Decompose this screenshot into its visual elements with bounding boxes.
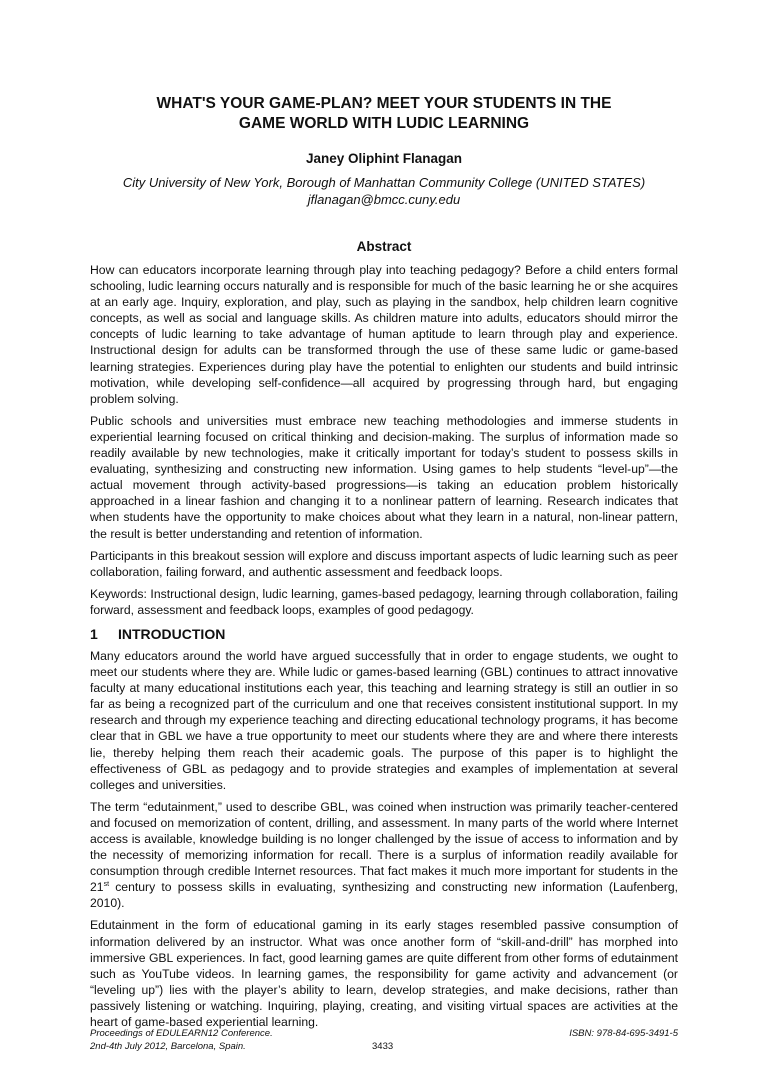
title-line-1: WHAT'S YOUR GAME-PLAN? MEET YOUR STUDENTS IN THE <box>156 95 612 112</box>
intro-paragraph-2-part-b: century to possess skills in evaluating, synthesizing and constructing new information (Laufenberg, 2010). <box>90 880 678 911</box>
body-text <box>90 262 678 1036</box>
author-email: jflanagan@bmcc.cuny.edu <box>307 192 461 207</box>
footer-proceedings-line: Proceedings of EDULEARN12 Conference. <box>90 1028 273 1039</box>
intro-paragraph-2 <box>90 799 678 912</box>
title-line-2: GAME WORLD WITH LUDIC LEARNING <box>238 115 530 132</box>
keywords: Keywords: Instructional design, ludic learning, games-based pedagogy, learning through collaboration, failing forward, assessment and feedback loops, examples of good pedagogy. <box>90 586 678 617</box>
section-title: INTRODUCTION <box>118 625 226 642</box>
abstract-paragraph-2: Public schools and universities must embrace new teaching methodologies and immerse students in experiential learning focused on critical thinking and decision-making. The surplus of information made so readily available by new technologies, make it critically important for today’s student to possess skills in evaluating, synthesizing and constructing new information. Using games to help students “level-up”—the actual movement through activity-based progressions—is taking an education problem historically approached in a linear fashion and changing it to a nonlinear pattern of learning. Research indicates that when students have the opportunity to make choices about what they learn in a natural, non-linear pattern, the result is better understanding and retention of information. <box>90 413 678 541</box>
intro-paragraph-1: Many educators around the world have argued successfully that in order to engage students, we ought to meet our students where they are. While ludic or games-based learning (GBL) continues to attract innovative faculty at many educational institutions each year, this teaching and learning strategy is still an outlier in so far as being a recognized part of the curriculum and one that receives consistent institutional support. In my research and through my experience teaching and directing educational technology programs, it has become clear that in GBL we have a true opportunity to meet our students where they are and where there interests lie, thereby helping them reach their academic goals. The purpose of this paper is to highlight the effectiveness of GBL as pedagogy and to provide strategies and examples of implementation at several colleges and universities. <box>90 648 678 792</box>
footer-isbn: ISBN: 978-84-695-3491-5 <box>569 1028 678 1039</box>
footer-dates-line: 2nd-4th July 2012, Barcelona, Spain. <box>90 1041 246 1052</box>
page-number: 3433 <box>372 1041 394 1052</box>
abstract-heading: Abstract <box>356 239 412 254</box>
author-affiliation <box>60 174 708 208</box>
intro-paragraph-3: Edutainment in the form of educational gaming in its early stages resembled passive consumption of information delivered by an instructor. What was once another form of “skill-and-drill” has morphed into immersive GBL experiences. In fact, good learning games are quite different from other forms of edutainment such as YouTube videos. In learning games, the responsibility for game activity and advancement (or “leveling up”) lies with the player’s ability to learn, develop strategies, and make decisions, rather than passively listening or watching. Inquiring, playing, creating, and visiting virtual spaces are activities at the heart of game-based experiential learning. <box>90 918 678 1030</box>
paper-title <box>90 94 678 134</box>
section-number: 1 <box>90 625 98 642</box>
abstract-paragraph-1: How can educators incorporate learning through play into teaching pedagogy? Before a child enters formal schooling, ludic learning occurs naturally and is responsible for much of the basic learning he or she acquires at an early age. Inquiry, exploration, and play, such as playing in the sandbox, help children learn cognitive concepts, as well as social and language skills. As children mature into adults, educators should mirror the concepts of ludic learning to take advantage of human aptitude to learn through play and experience. Instructional design for adults can be transformed through the use of these same ludic or game-based learning strategies. Experiences during play have the potential to enlighten our students and build intrinsic motivation, while developing self-confidence—all acquired by progressing through hard, but engaging problem solving. <box>90 263 678 406</box>
intro-paragraph-2-part-a: The term “edutainment,” used to describe GBL, was coined when instruction was primarily teacher-centered and focused on memorization of content, drilling, and assessment. In many parts of the world where Internet access is available, knowledge building is no longer challenged by the issue of access to information and by the necessity of memorizing information for recall. There is a surplus of information readily available for consumption through credible Internet resources. That fact makes it much more important for students in the 21 <box>90 799 678 895</box>
abstract-paragraph-3: Participants in this breakout session will explore and discuss important aspects of ludic learning such as peer collaboration, failing forward, and authentic assessment and feedback loops. <box>90 548 678 579</box>
affiliation-text: City University of New York, Borough of Manhattan Community College (UNITED STATES) <box>122 175 646 190</box>
section-heading-introduction <box>90 626 678 642</box>
ordinal-superscript: st <box>103 881 110 889</box>
author-name: Janey Oliphint Flanagan <box>305 151 463 166</box>
footer-proceedings <box>90 1027 273 1053</box>
